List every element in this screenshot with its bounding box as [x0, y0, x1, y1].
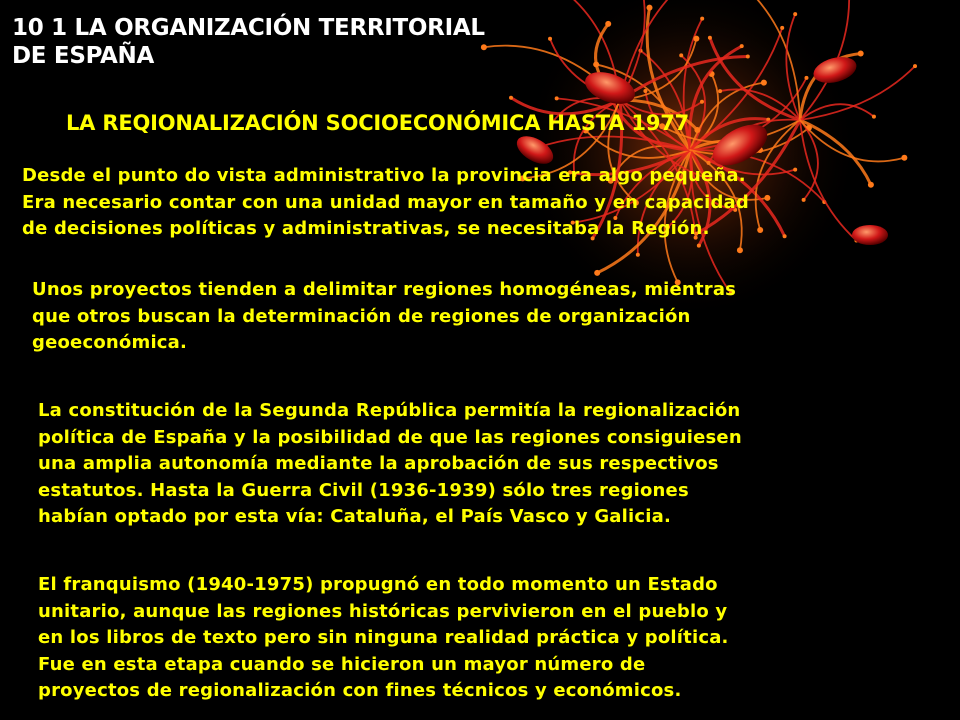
- firework-spark: [761, 80, 767, 86]
- firework-spark: [708, 36, 712, 40]
- slide-title: [12, 14, 612, 70]
- paragraph-line: unitario, aunque las regiones históricas pervivieron en el pueblo y: [38, 600, 728, 622]
- paragraph-segunda-republica: [38, 398, 938, 531]
- firework-spark: [700, 17, 704, 21]
- firework-spark: [740, 44, 744, 48]
- firework-spark: [746, 54, 750, 58]
- slide-subtitle: LA REQIONALIZACIÓN SOCIOECONÓMICA HASTA 1977: [66, 111, 690, 135]
- firework-spark: [718, 89, 722, 93]
- firework-spark: [737, 247, 743, 253]
- firework-spark: [700, 100, 704, 104]
- firework-spark: [913, 64, 917, 68]
- paragraph-line: Fue en esta etapa cuando se hicieron un mayor número de: [38, 653, 646, 675]
- paragraph-line: que otros buscan la determinación de regiones de organización: [32, 305, 691, 327]
- firework-spark: [679, 53, 683, 57]
- firework-spark: [594, 270, 600, 276]
- paragraph-line: de decisiones políticas y administrativas, se necesitaba la Región.: [22, 218, 710, 239]
- firework-spark: [509, 96, 513, 100]
- firework-spark: [793, 12, 797, 16]
- paragraph-line: geoeconómica.: [32, 332, 188, 353]
- paragraph-franquismo: [38, 572, 938, 705]
- paragraph-line: en los libros de texto pero sin ninguna realidad práctica y política.: [38, 627, 729, 648]
- firework-spark: [858, 51, 864, 57]
- paragraph-proyectos: [32, 277, 932, 357]
- paragraph-line: La constitución de la Segunda República permitía la regionalización: [38, 400, 741, 421]
- firework-spark: [780, 26, 784, 30]
- paragraph-line: Desde el punto do vista administrativo la provincia era algo pequeña.: [22, 165, 746, 186]
- firework-spark: [643, 89, 647, 93]
- paragraph-line: estatutos. Hasta la Guerra Civil (1936-1939) sólo tres regiones: [38, 479, 689, 501]
- paragraph-line: proyectos de regionalización con fines técnicos y económicos.: [38, 680, 682, 701]
- paragraph-line: El franquismo (1940-1975) propugnó en todo momento un Estado: [38, 574, 718, 595]
- paragraph-line: Unos proyectos tienden a delimitar regiones homogéneas, mientras: [32, 279, 737, 300]
- paragraph-provincia: [22, 163, 957, 243]
- paragraph-line: política de España y la posibilidad de que las regiones consiguiesen: [38, 426, 742, 448]
- firework-spark: [555, 96, 559, 100]
- paragraph-line: Era necesario contar con una unidad mayor en tamaño y en capacidad: [22, 191, 749, 213]
- firework-spark: [646, 5, 652, 11]
- firework-spark: [901, 155, 907, 161]
- title-line-1: 10 1 LA ORGANIZACIÓN TERRITORIAL: [12, 15, 485, 41]
- title-line-2: DE ESPAÑA: [12, 43, 154, 69]
- firework-spark: [697, 244, 701, 248]
- paragraph-line: habían optado por esta vía: Cataluña, el País Vasco y Galicia.: [38, 506, 672, 527]
- paragraph-line: una amplia autonomía mediante la aprobación de sus respectivos: [38, 453, 719, 474]
- firework-spark: [693, 36, 699, 42]
- firework-spark: [636, 253, 640, 257]
- firework-spark: [804, 76, 808, 80]
